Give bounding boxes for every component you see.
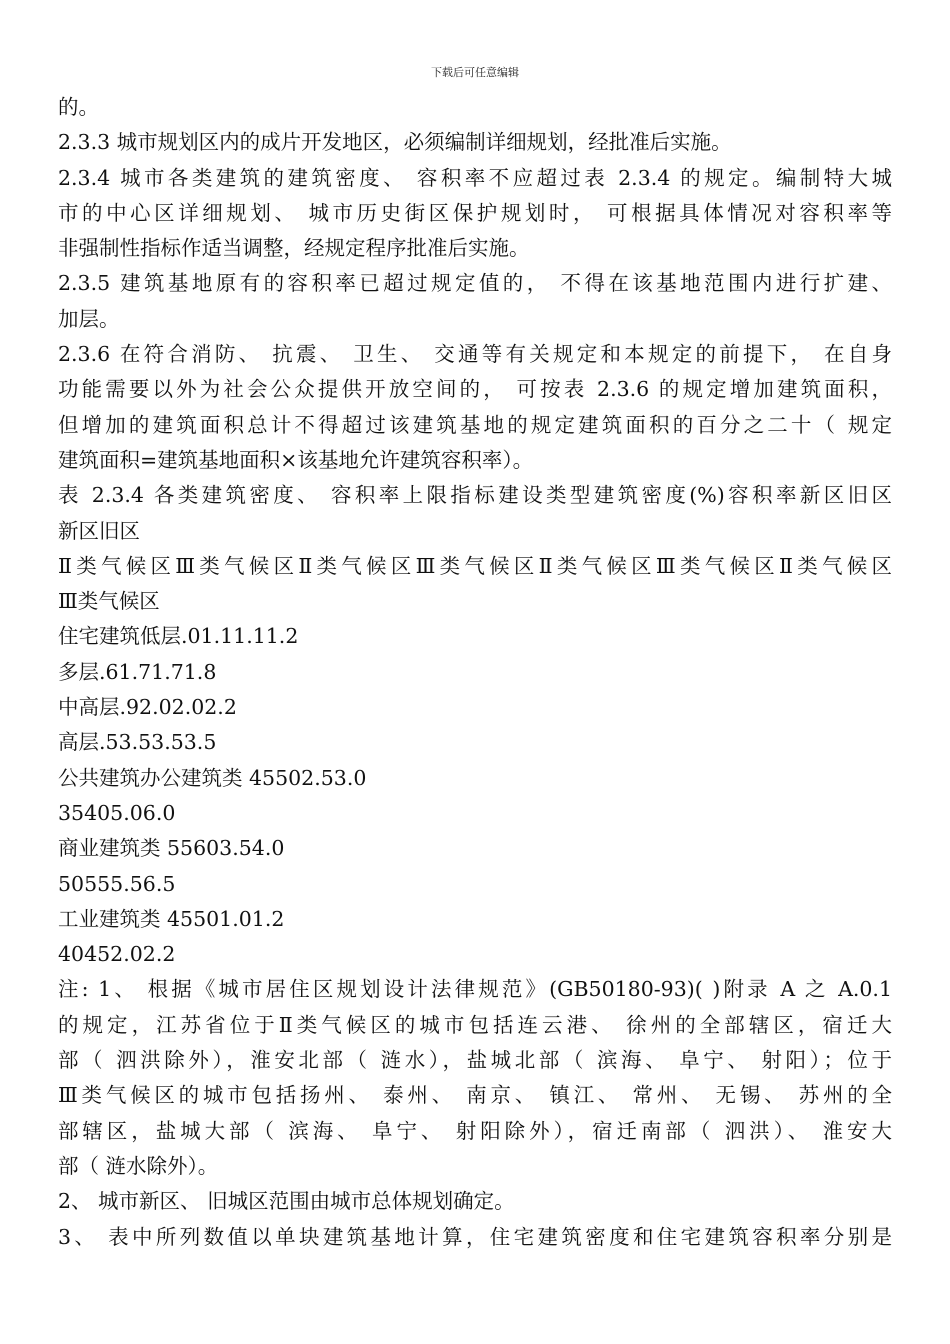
- text-line: 表 2.3.4 各类建筑密度、 容积率上限指标建设类型建筑密度(%)容积率新区旧区: [58, 483, 892, 508]
- text-line: 2、 城市新区、 旧城区范围由城市总体规划确定。: [58, 1189, 515, 1214]
- text-line: 建筑面积=建筑基地面积×该基地允许建筑容积率）。: [58, 447, 534, 472]
- text-line: 50555.56.5: [58, 871, 176, 896]
- text-line: Ⅲ类气候区的城市包括扬州、 泰州、 南京、 镇江、 常州、 无锡、 苏州的全: [58, 1083, 892, 1108]
- text-line: 2.3.4 城市各类建筑的建筑密度、 容积率不应超过表 2.3.4 的规定。编制特大城: [58, 165, 892, 190]
- text-line: 加层。: [58, 306, 120, 331]
- text-line: 的。: [58, 95, 99, 119]
- text-line: 部（ 涟水除外）。: [58, 1153, 219, 1178]
- text-line: 35405.06.0: [58, 800, 176, 825]
- text-line: 非强制性指标作适当调整，经规定程序批准后实施。: [58, 236, 530, 261]
- text-line: 公共建筑办公建筑类 45502.53.0: [58, 765, 367, 790]
- text-line: Ⅲ类气候区: [58, 589, 160, 614]
- text-line: 新区旧区: [58, 518, 140, 543]
- text-line: 多层.61.71.71.8: [58, 659, 217, 684]
- text-line: 40452.02.2: [58, 942, 176, 967]
- text-line: 市的中心区详细规划、 城市历史街区保护规划时， 可根据具体情况对容积率等: [58, 200, 892, 225]
- text-line: 2.3.5 建筑基地原有的容积率已超过规定值的， 不得在该基地范围内进行扩建、: [58, 271, 892, 296]
- text-line: 部（ 泗洪除外），淮安北部（ 涟水），盐城北部（ 滨海、 阜宁、 射阳）；位于: [58, 1048, 892, 1073]
- text-line: 注: 1、 根据《城市居住区规划设计法律规范》(GB50180-93)( )附录 A 之 A.0.1: [58, 977, 892, 1002]
- text-line: 部辖区，盐城大部（ 滨海、 阜宁、 射阳除外），宿迁南部（ 泗洪）、 淮安大: [58, 1118, 892, 1143]
- text-line: 2.3.3 城市规划区内的成片开发地区，必须编制详细规划，经批准后实施。: [58, 130, 732, 155]
- text-line: 住宅建筑低层.01.11.11.2: [58, 624, 299, 649]
- text-line: 商业建筑类 55603.54.0: [58, 836, 285, 861]
- document-body: [58, 90, 892, 1255]
- text-line: 工业建筑类 45501.01.2: [58, 906, 285, 931]
- page-header: 下载后可任意编辑: [431, 66, 519, 79]
- text-line: 中高层.92.02.02.2: [58, 695, 237, 720]
- text-line: 3、 表中所列数值以单块建筑基地计算，住宅建筑密度和住宅建筑容积率分别是: [58, 1224, 892, 1249]
- text-line: 功能需要以外为社会公众提供开放空间的， 可按表 2.3.6 的规定增加建筑面积，: [58, 377, 892, 402]
- text-line: 高层.53.53.53.5: [58, 730, 217, 755]
- text-line: 2.3.6 在符合消防、 抗震、 卫生、 交通等有关规定和本规定的前提下， 在自身: [58, 342, 892, 367]
- text-line: 但增加的建筑面积总计不得超过该建筑基地的规定建筑面积的百分之二十（ 规定: [58, 412, 892, 437]
- text-line: 的规定，江苏省位于Ⅱ类气候区的城市包括连云港、 徐州的全部辖区，宿迁大: [58, 1012, 892, 1037]
- text-line: Ⅱ类气候区Ⅲ类气候区Ⅱ类气候区Ⅲ类气候区Ⅱ类气候区Ⅲ类气候区Ⅱ类气候区: [58, 553, 892, 578]
